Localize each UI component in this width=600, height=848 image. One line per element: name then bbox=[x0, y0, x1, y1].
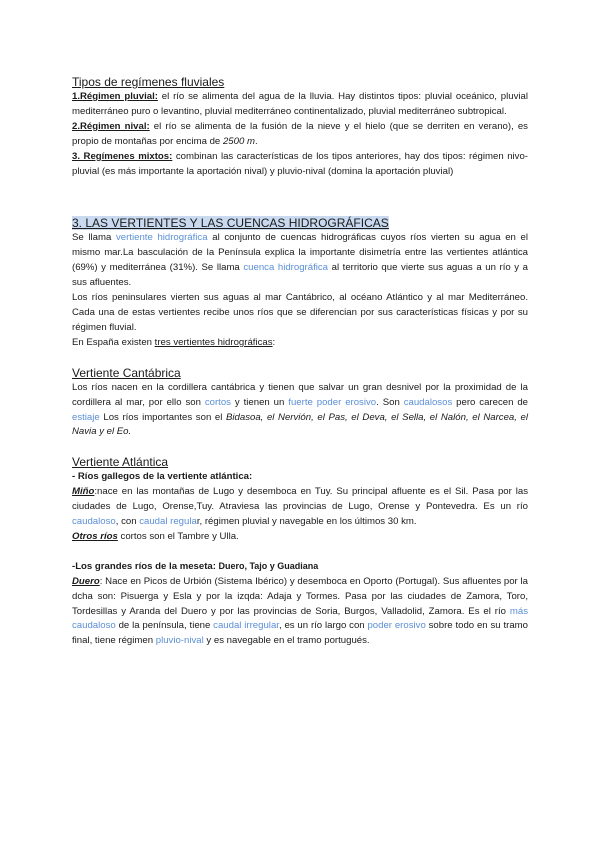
text-regimenes-mixtos: combinan las características de los tipos anteriores, hay dos tipos: régimen nivo-pluvial (es más importante la aportación nival) y pluvio-nival (domina la aportación pluvial) bbox=[72, 150, 528, 177]
subheading-rios-gallegos: - Ríos gallegos de la vertiente atlántica: bbox=[72, 471, 253, 483]
term-tres-vertientes: tres vertientes hidrográficas bbox=[154, 336, 273, 348]
term-cortos: cortos bbox=[204, 396, 231, 408]
term-caudaloso: caudaloso bbox=[72, 516, 116, 528]
term-vertiente-hidrografica: vertiente hidrográfica bbox=[115, 232, 208, 244]
section-heading-vertientes: 3. LAS VERTIENTES Y LAS CUENCAS HIDROGRÁFICAS bbox=[72, 216, 389, 231]
paragraph-otros-rios: Otros ríos cortos son el Tambre y Ulla. bbox=[72, 530, 239, 542]
paragraph-duero: Duero: Nace en Picos de Urbión (Sistema Ibérico) y desemboca en Oporto (Portugal). Sus afluentes por la dcha son: Pisuerga y Esla y por la izqda: Adaja y Tormes. Pasa por las ciudades de Zamora, Toro, Tordesillas y Aranda del Duero y por las provincias de Soria, Burgos, Valladolid, Zamora. Es el río más caudaloso de la península, tiene caudal irregular, es un río largo con poder erosivo sobre todo en su tramo final, tiene régimen pluvio-nival y es navegable en el tramo portugués. bbox=[72, 575, 528, 647]
label-duero: Duero bbox=[72, 575, 100, 587]
section-heading-regimenes: Tipos de regímenes fluviales bbox=[72, 75, 225, 89]
paragraph-mino: Miño:nace en las montañas de Lugo y desemboca en Tuy. Su principal afluente es el Sil. Pasa por las ciudades de Lugo, Orense,Tuy. Atraviesa las provincias de Lugo, Orense y Pontevedra. Es un río caudaloso, con caudal regular, régimen pluvial y navegable en los últimos 30 km. bbox=[72, 486, 528, 528]
term-fuerte-poder-erosivo: fuerte poder erosivo bbox=[288, 396, 377, 408]
text-regimen-nival-b: . bbox=[254, 135, 258, 147]
paragraph-vertiente-definicion: Se llama vertiente hidrográfica al conjunto de cuencas hidrográficas cuyos ríos vierten su agua en el mismo mar.La basculación de la Península explica la importante disimetría entre las vertientes atlántica (69%) y mediterránea (31%). Se llama cuenca hidrográfica al territorio que vierte sus aguas a un río y a sus afluentes. bbox=[72, 232, 528, 289]
term-caudal-irregular: caudal irregular bbox=[213, 620, 279, 632]
subheading-rios-meseta: -Los grandes ríos de la meseta: Duero, Tajo y Guadiana bbox=[72, 560, 319, 572]
paragraph-tres-vertientes: En España existen tres vertientes hidrográficas: bbox=[72, 336, 276, 348]
term-estiaje: estiaje bbox=[72, 411, 100, 423]
document-page bbox=[72, 74, 528, 649]
section-heading-atlantica: Vertiente Atlántica bbox=[72, 455, 169, 470]
term-caudal-regular: caudal regula bbox=[139, 516, 197, 528]
label-regimenes-mixtos: 3. Regímenes mixtos: bbox=[72, 150, 173, 162]
label-regimen-nival: 2.Régimen nival: bbox=[72, 120, 150, 132]
label-otros-rios: Otros ríos bbox=[72, 530, 118, 542]
term-mas-caudaloso: más caudaloso bbox=[72, 605, 528, 632]
label-mino: Miño bbox=[72, 486, 95, 498]
paragraph-regimenes-mixtos bbox=[72, 150, 528, 180]
term-pluvio-nival: pluvio-nival bbox=[155, 635, 204, 647]
text-regimen-nival-a: el río se alimenta de la fusión de la nieve y el hielo (que se derriten en verano), es propio de montañas por encima de bbox=[72, 120, 528, 147]
term-caudalosos: caudalosos bbox=[403, 396, 453, 408]
term-cuenca-hidrografica: cuenca hidrográfica bbox=[243, 262, 329, 274]
paragraph-cantabrica: Los ríos nacen en la cordillera cantábrica y tienen que salvar un gran desnivel por la proximidad de la cordillera al mar, por ello son cortos y tienen un fuerte poder erosivo. Son caudalosos pero carecen de estiaje Los ríos importantes son el Bidasoa, el Nervión, el Pas, el Deva, el Sella, el Nalón, el Narcea, el Navia y el Eo. bbox=[72, 381, 529, 438]
paragraph-regimen-pluvial bbox=[72, 90, 528, 120]
paragraph-regimen-nival bbox=[72, 120, 528, 150]
paragraph-rios-peninsulares: Los ríos peninsulares vierten sus aguas al mar Cantábrico, al océano Atlántico y al mar Mediterráneo. Cada una de estas vertientes recibe unos ríos que se diferencian por sus características físicas y por su régimen fluvial. bbox=[72, 292, 528, 333]
altitude-value: 2500 m bbox=[222, 135, 255, 147]
rivers-cantabricos: Bidasoa, el Nervión, el Pas, el Deva, el Sella, el Nalón, el Narcea, el Navia y el Eo. bbox=[72, 411, 529, 438]
section-heading-cantabrica: Vertiente Cantábrica bbox=[72, 365, 181, 380]
text-regimen-pluvial: el río se alimenta del agua de la lluvia. Hay distintos tipos: pluvial oceánico, pluvial mediterráneo puro o levantino, pluvial mediterráneo continentalizado, pluvial mediterráneo subtropical. bbox=[72, 91, 528, 117]
term-poder-erosivo: poder erosivo bbox=[367, 620, 426, 632]
label-regimen-pluvial: 1.Régimen pluvial: bbox=[72, 91, 158, 102]
